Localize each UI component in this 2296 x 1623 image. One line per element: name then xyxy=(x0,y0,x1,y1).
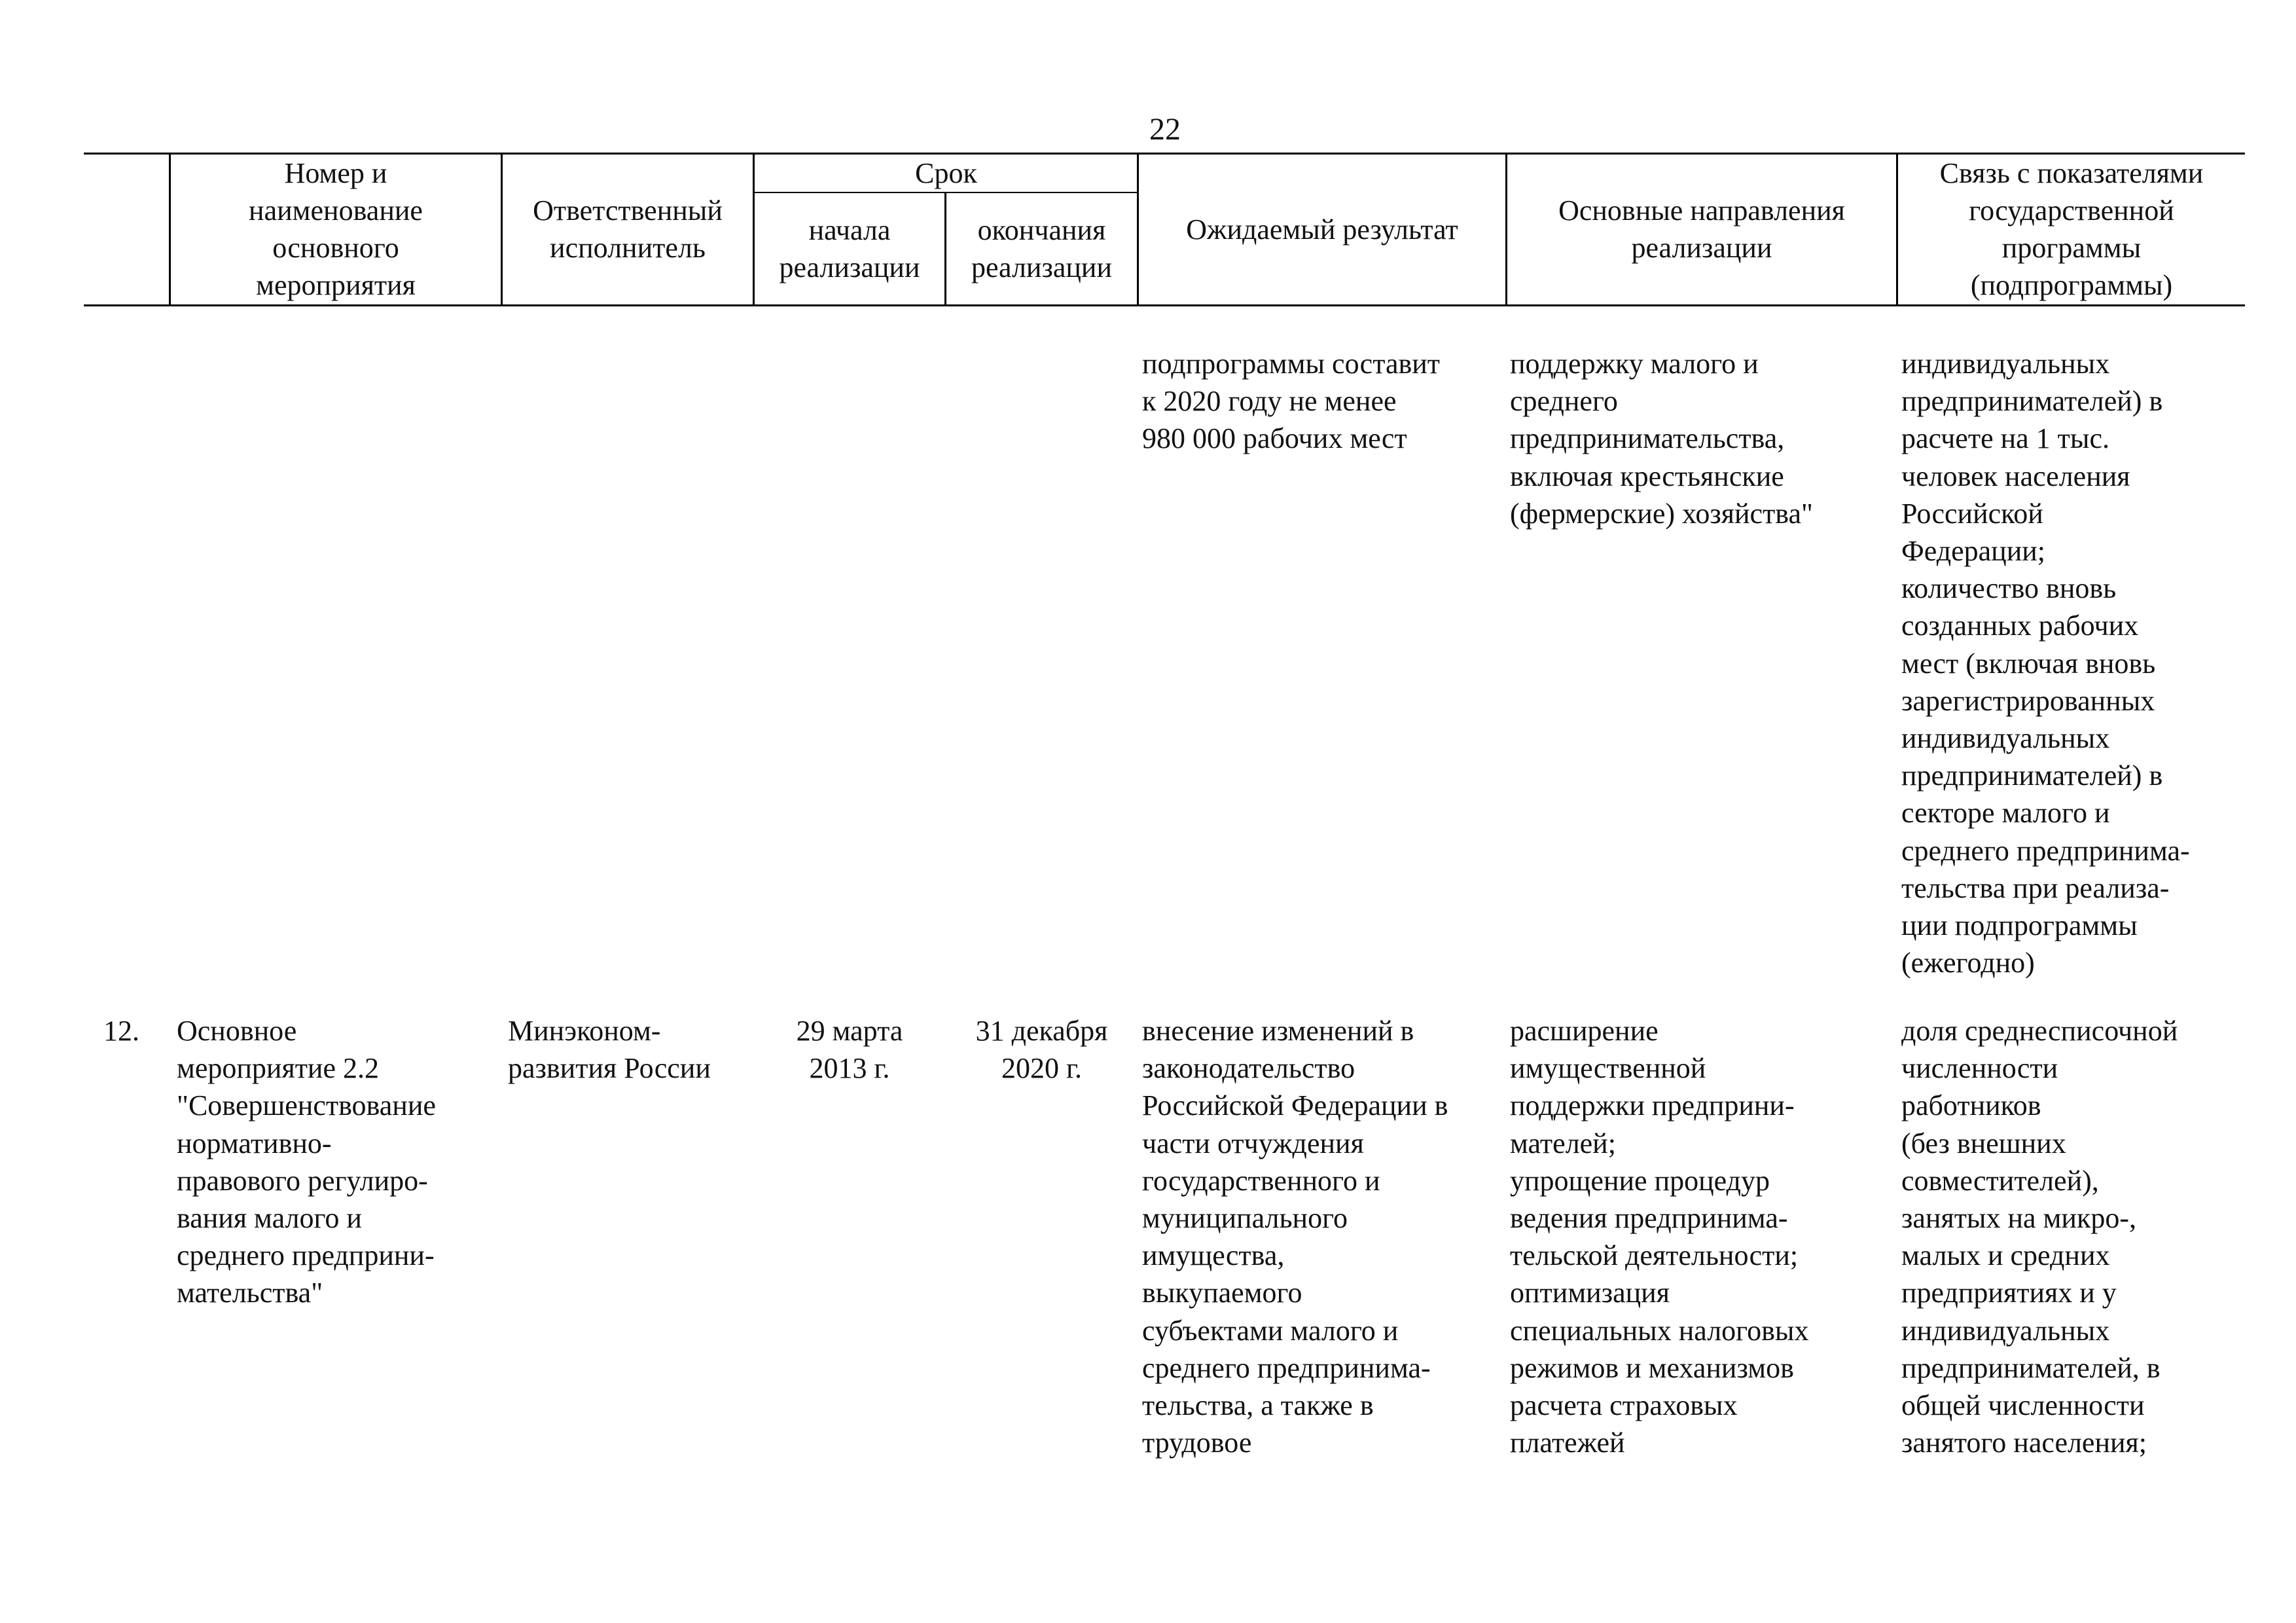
column-divider-5 xyxy=(1137,153,1139,306)
row-1-result: подпрограммы составит к 2020 году не менее 980 000 рабочих мест xyxy=(1142,348,1441,455)
row-12-number: 12. xyxy=(103,1015,139,1047)
row-12-end: 31 декабря 2020 г. xyxy=(975,1015,1108,1085)
row-12-executor: Минэконом- развития России xyxy=(508,1015,711,1085)
row-12-name: Основное мероприятие 2.2 "Совершенствование нормативно- правового регулиро- вания малого и среднего предприни- мательства" xyxy=(177,1015,436,1309)
row-12-directions: расширение имущественной поддержки предприни- мателей; упрощение процедур ведения предпринима- тельской деятельности; оптимизация специальных налоговых режимов и механизмов расчета страховых платежей xyxy=(1510,1015,1809,1459)
row-12-result: внесение изменений в законодательство Российской Федерации в части отчуждения государственного и муниципального имущества, выкупаемого субъектами малого и среднего предпринима- тельства, а также в трудовое xyxy=(1142,1015,1448,1459)
header-name: Номер и наименование основного мероприятия xyxy=(249,157,423,301)
column-divider-7 xyxy=(1896,153,1898,306)
header-term: Срок xyxy=(915,156,977,189)
row-1-directions: поддержку малого и среднего предпринимательства, включая крестьянские (фермерские) хозяйства" xyxy=(1510,348,1813,530)
table-header-bottom-rule xyxy=(84,304,2245,306)
header-link: Связь с показателями государственной программы (подпрограммы) xyxy=(1939,157,2204,301)
row-12-start: 29 марта 2013 г. xyxy=(796,1015,903,1085)
header-end: окончания реализации xyxy=(971,214,1113,283)
header-start: начала реализации xyxy=(779,214,920,283)
page-number: 22 xyxy=(1149,112,1181,147)
header-executor: Ответственный исполнитель xyxy=(533,194,723,264)
column-divider-1 xyxy=(169,153,171,306)
column-divider-4 xyxy=(944,192,946,306)
column-divider-2 xyxy=(501,153,503,306)
header-result: Ожидаемый результат xyxy=(1186,213,1458,246)
row-1-link: индивидуальных предпринимателей) в расчете на 1 тыс. человек населения Российской Федерации; количество вновь созданных рабочих мест (включая вновь зарегистрированных индивидуальных предпринимателей) в секторе малого и среднего предпринима- тельства при реализа- ции подпрограммы (ежегодно) xyxy=(1901,348,2190,979)
column-divider-6 xyxy=(1505,153,1507,306)
column-divider-3 xyxy=(753,153,755,306)
row-12-link: доля среднесписочной численности работников (без внешних совместителей), занятых на микро-, малых и средних предприятиях и у индивидуальных предпринимателей, в общей численности занятого населения; xyxy=(1901,1015,2178,1459)
header-directions: Основные направления реализации xyxy=(1558,194,1845,264)
